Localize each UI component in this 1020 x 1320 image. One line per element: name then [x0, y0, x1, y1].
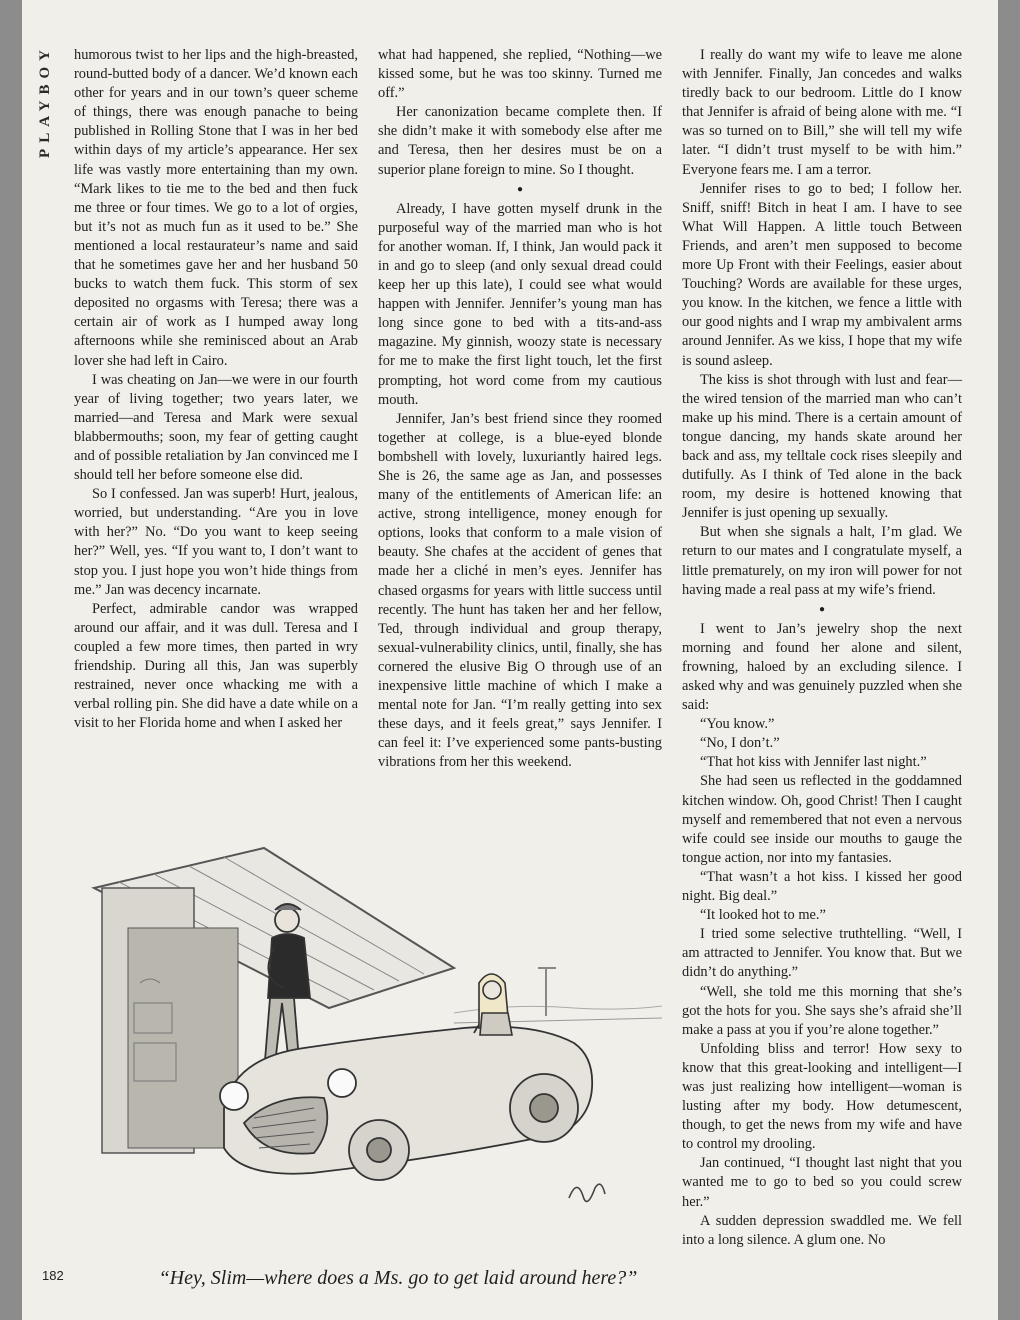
paragraph: A sudden depression swaddled me. We fell into a long silence. A glum one. No	[682, 1212, 962, 1248]
paragraph: “It looked hot to me.”	[700, 907, 826, 924]
cartoon-caption: “Hey, Slim—where does a Ms. go to get laid around here?”	[158, 1267, 638, 1289]
masthead-text: PLAYBOY	[36, 44, 53, 158]
paragraph: I was cheating on Jan—we were in our fourth year of living together; two years later, we married—and Teresa and Mark were sexual blabbermouths; soon, my fear of getting caught and of possible retaliation by Jan convinced me I should tell her before someone else did.	[74, 371, 358, 484]
paragraph: what had happened, she replied, “Nothing—we kissed some, but he was too skinny. Turned me off.”	[378, 47, 662, 102]
page-number: 182	[42, 1268, 64, 1283]
paragraph: So I confessed. Jan was superb! Hurt, jealous, worried, but understanding. “Are you in love with her?” No. “Do you want to keep seeing her?” Well, yes. “If you want to, I don’t want to stop you. I just hope you won’t hide things from me.” Jan was decency incarnate.	[74, 486, 358, 598]
paragraph: Jan continued, “I thought last night that you wanted me to go to bed so you could screw her.”	[682, 1155, 962, 1210]
paragraph: I really do want my wife to leave me alone with Jennifer. Finally, Jan concedes and walks tiredly back to our bedroom. Little do I know that Jennifer is afraid of being alone with me. “I was so turned on to Bill,” she will tell my wife later. “I didn’t trust myself to be with him.” Everyone fears me. I am a terror.	[682, 47, 962, 178]
text-column-3	[682, 46, 962, 1250]
text-column-1	[74, 46, 358, 733]
paragraph: The kiss is shot through with lust and fear—the wired tension of the married man who can’t make up his mind. There is a certain amount of tongue dancing, my hands skate around her back and ass, my telltale cock rises sleepily and dutifully. As I think of Ted alone in the back room, my desire is hottened knowing that Jennifer is just opening up sexually.	[682, 371, 962, 522]
paragraph: Jennifer, Jan’s best friend since they roomed together at college, is a blue-eyed blonde bombshell with lovely, luxuriantly haired legs. She is 26, the same age as Jan, and possesses many of the entitlements of American life: an active, strong intelligence, money enough for options, looks that conform to a male vision of beauty. She chafes at the accident of genes that made her a cliché in men’s eyes. Jennifer has chased orgasms for years with little success until recently. The hunt has taken her and her fellow, Ted, through individual and group therapy, sexual-vulnerability clinics, until, finally, she has cornered the elusive Big O through use of an inexpensive little machine of which I make a mental note for Jan. “I’m really getting into sex these days, and it feels great,” says Jennifer. I can feel it: I’ve experienced some pants-busting vibrations from her this weekend.	[378, 410, 662, 771]
paragraph: humorous twist to her lips and the high-breasted, round-butted body of a dancer. We’d known each other for years and in our town’s queer scheme of things, there was enough panache to being published in Rolling Stone that I was in her bed within days of my article’s appearance. Her sex life was vastly more entertaining than my own. “Mark likes to tie me to the bed and then fuck me three or four times. We go to a lot of orgies, but it’s not as much fun as it used to be.” She mentioned a local restaurateur’s name and said that he sometimes gave her and her husband 50 bucks to watch them fuck. This storm of sex deposited no orgasms with Teresa; there was a certain air of work as I humped away long afternoons while she reminisced about an Arab lover she had left in Cairo.	[74, 47, 358, 369]
text-column-2	[378, 46, 662, 772]
paragraph: “Well, she told me this morning that she’s got the hots for you. She says she’s afraid she’ll make a pass at you if you’re alone together.”	[682, 983, 962, 1038]
magazine-page	[22, 0, 998, 1320]
artist-signature	[569, 1184, 605, 1201]
paragraph: “You know.”	[700, 716, 775, 733]
woman-figure	[479, 974, 512, 1035]
paragraph: Her canonization became complete then. If she didn’t make it with somebody else after me and Teresa, then her desires must be on a superior plane foreign to mine. So I thought.	[378, 104, 662, 178]
paragraph: “That hot kiss with Jennifer last night.”	[700, 754, 927, 771]
cartoon-illustration	[74, 778, 662, 1248]
paragraph: “That wasn’t a hot kiss. I kissed her good night. Big deal.”	[682, 868, 962, 905]
paragraph: But when she signals a halt, I’m glad. We return to our mates and I congratulate myself, a little prematurely, on my iron will power for not having made a real pass at my wife’s friend.	[682, 524, 962, 598]
paragraph: “No, I don’t.”	[700, 735, 780, 752]
paragraph: I tried some selective truthtelling. “Well, I am attracted to Jennifer. You know that. But we didn’t do anything.”	[682, 926, 962, 981]
section-separator: ●	[516, 183, 524, 195]
paragraph: Jennifer rises to go to bed; I follow her. Sniff, sniff! Bitch in heat I am. I have to see What Will Happen. A little touch Between Friends, and aren’t men supposed to become more Up Front with their Feelings, easier about Touching? Words are available for these urges, you know. In the kitchen, we fence a little with our good nights and I wrap my ambivalent arms around Jennifer. As we kiss, I hope that my wife is sound asleep.	[682, 180, 962, 369]
paragraph: I went to Jan’s jewelry shop the next morning and found her alone and silent, frowning, haloed by an excluding silence. I asked why and was genuinely puzzled when she said:	[682, 620, 962, 714]
paragraph: Perfect, admirable candor was wrapped around our affair, and it was dull. Teresa and I coupled a few more times, then parted in wry friendship. During all this, Jan was superbly restrained, never once whacking me with a verbal rolling pin. She did have a date while on a visit to her Florida home and when I asked her	[74, 600, 358, 732]
section-separator: ●	[818, 603, 826, 615]
paragraph: Already, I have gotten myself drunk in the purposeful way of the married man who is hot for another woman. If, I think, Jan would pack it in and go to sleep (and only sexual dread could keep her up this late), I could see what would happen with Jennifer. Jennifer’s young man has long since gone to bed with a tits-and-ass magazine. My ginnish, woozy state is necessary for me to make the first light touch, let the first prompting, hot word come from my cautious mouth.	[378, 200, 662, 408]
paragraph: Unfolding bliss and terror! How sexy to know that this great-looking and intelligent—I was just realizing how intelligent—woman is lusting after my body. How detumescent, though, to get the news from my wife and have to control my drooling.	[682, 1040, 962, 1153]
shed-doorway	[128, 928, 238, 1148]
paragraph: She had seen us reflected in the goddamned kitchen window. Oh, good Christ! Then I caught myself and remembered that not even a nervous wife could see inside our mouths to gauge the tongue action, nor into my fantasies.	[682, 773, 962, 866]
playboy-masthead	[30, 44, 60, 184]
